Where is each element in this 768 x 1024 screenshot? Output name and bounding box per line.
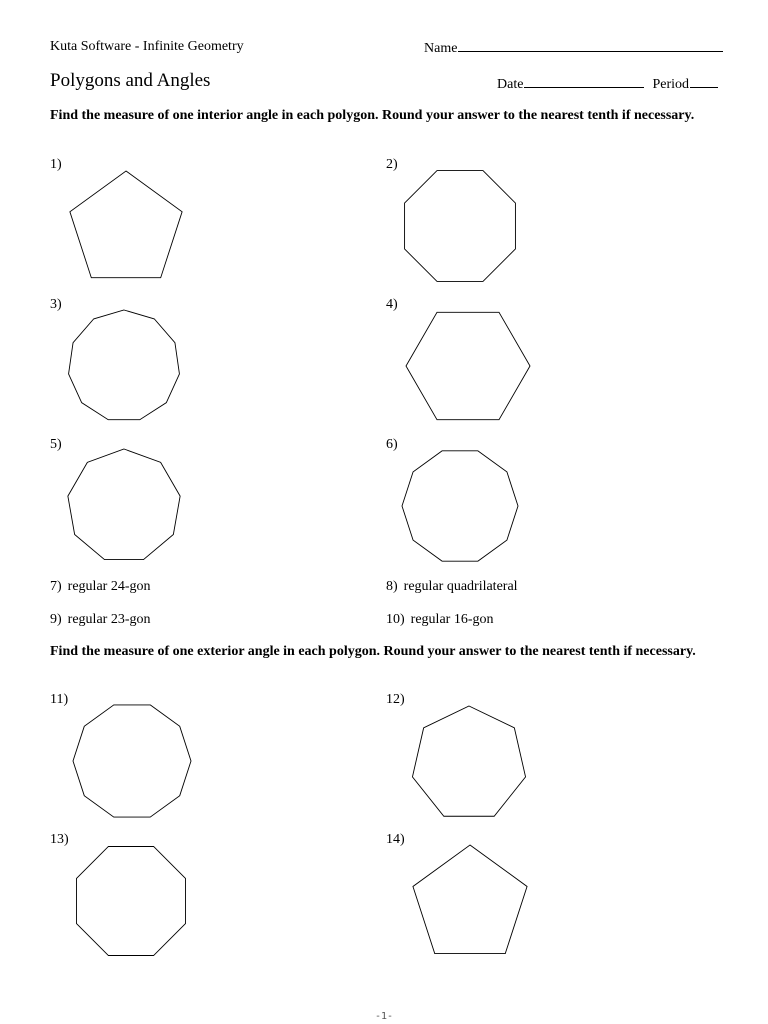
hendecagon-figure: [66, 308, 184, 426]
problem-text: regular 23-gon: [67, 612, 151, 627]
date-blank-line: [524, 75, 644, 88]
worksheet-title: Polygons and Angles: [50, 70, 211, 91]
problem-text: regular quadrilateral: [403, 579, 518, 594]
problem-number: 6): [386, 437, 398, 452]
period-label: Period: [652, 77, 689, 92]
problem-10: [386, 612, 493, 628]
problem-number: 9): [50, 612, 62, 627]
octagon-figure: [74, 843, 192, 961]
problem-number: 1): [50, 157, 62, 172]
problem-8: [386, 579, 518, 595]
instructions-exterior: Find the measure of one exterior angle in each polygon. Round your answer to the nearest tenth if necessary.: [50, 644, 696, 659]
problem-number: 4): [386, 297, 398, 312]
heptagon-figure: [410, 703, 528, 821]
period-blank-line: [690, 75, 718, 88]
problem-text: regular 24-gon: [67, 579, 151, 594]
hexagon-figure: [402, 308, 534, 426]
decagon-figure: [402, 448, 520, 566]
name-label: Name: [424, 41, 458, 56]
problem-number: 11): [50, 692, 69, 707]
problem-number: 13): [50, 832, 69, 847]
worksheet-source: Kuta Software - Infinite Geometry: [50, 39, 244, 54]
page-number: -1-: [374, 1011, 394, 1022]
problem-7: [50, 579, 150, 595]
problem-number: 14): [386, 832, 405, 847]
problem-text: regular 16-gon: [410, 612, 494, 627]
decagon-figure: [74, 703, 192, 821]
nonagon-figure: [66, 448, 184, 566]
problem-number: 7): [50, 579, 62, 594]
name-field: [424, 39, 723, 57]
pentagon-figure: [410, 843, 530, 961]
problem-number: 8): [386, 579, 398, 594]
octagon-figure: [402, 168, 520, 286]
pentagon-figure: [66, 168, 186, 286]
date-period-field: [497, 75, 718, 93]
problem-number: 5): [50, 437, 62, 452]
problem-number: 3): [50, 297, 62, 312]
date-label: Date: [497, 77, 524, 92]
name-blank-line: [458, 39, 723, 52]
instructions-interior: Find the measure of one interior angle in each polygon. Round your answer to the nearest tenth if necessary.: [50, 108, 695, 123]
problem-number: 12): [386, 692, 405, 707]
problem-number: 10): [386, 612, 405, 627]
problem-number: 2): [386, 157, 398, 172]
problem-9: [50, 612, 150, 628]
